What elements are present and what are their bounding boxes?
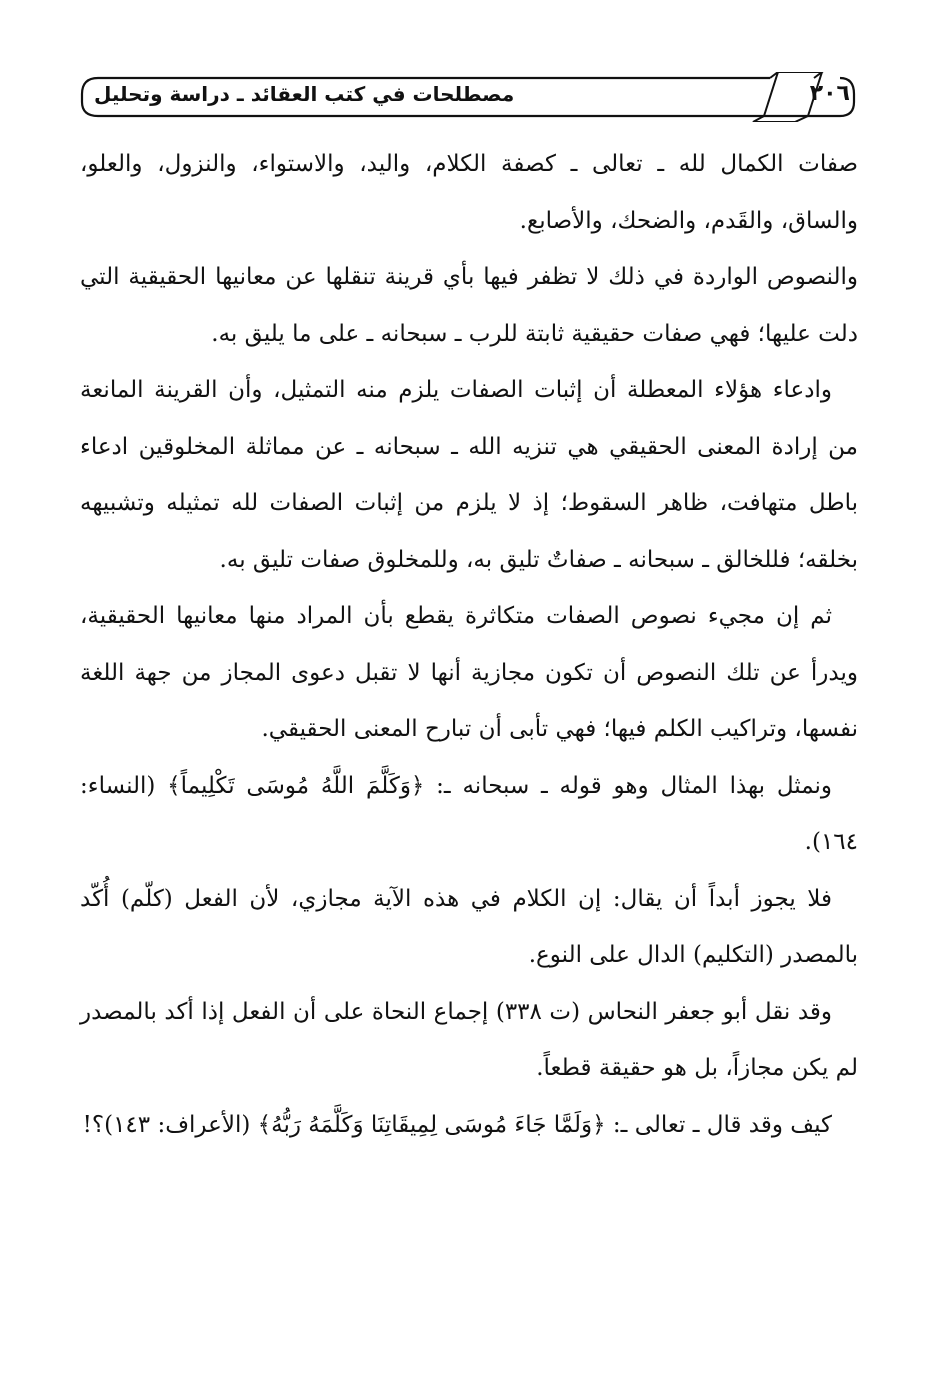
paragraph: ثم إن مجيء نصوص الصفات متكاثرة يقطع بأن المراد منها معانيها الحقيقية، ويدرأ عن تلك النصوص أن تكون مجازية أنها لا تقبل دعوى المجاز من جهة اللغة نفسها، وتراكيب الكلم فيها؛ فهي تأبى أن تبارح المعنى الحقيقي.: [80, 603, 858, 742]
body-text: [80, 136, 858, 1153]
book-title: مصطلحات في كتب العقائد ـ دراسة وتحليل: [94, 82, 515, 106]
paragraph-verse: ونمثل بهذا المثال وهو قوله ـ سبحانه ـ: ﴿وَكَلَّمَ اللَّهُ مُوسَى تَكْلِيماً﴾ (النساء: ١٦٤).: [80, 772, 858, 855]
paragraph: وقد نقل أبو جعفر النحاس (ت ٣٣٨) إجماع النحاة على أن الفعل إذا أكد بالمصدر لم يكن مجازاً، بل هو حقيقة قطعاً.: [80, 998, 858, 1081]
running-header: [78, 72, 860, 122]
paragraph: فلا يجوز أبداً أن يقال: إن الكلام في هذه الآية مجازي، لأن الفعل (كلّم) أُكّد بالمصدر (التكليم) الدال على النوع.: [80, 885, 858, 968]
paragraph-verse: كيف وقد قال ـ تعالى ـ: ﴿وَلَمَّا جَاءَ مُوسَى لِمِيقَاتِنَا وَكَلَّمَهُ رَبُّهُ﴾ (الأعراف: ١٤٣)؟!: [82, 1111, 832, 1138]
page-number: ٢٠٦: [809, 81, 850, 106]
paragraph: والنصوص الواردة في ذلك لا تظفر فيها بأي قرينة تنقلها عن معانيها الحقيقية التي دلت عليها؛ فهي صفات حقيقية ثابتة للرب ـ سبحانه ـ على ما يليق به.: [80, 264, 858, 347]
paragraph: وادعاء هؤلاء المعطلة أن إثبات الصفات يلزم منه التمثيل، وأن القرينة المانعة من إرادة المعنى الحقيقي هي تنزيه الله ـ سبحانه ـ عن مماثلة المخلوقين ادعاء باطل متهافت، ظاهر السقوط؛ إذ لا يلزم من إثبات الصفات لله تمثيله وتشبيهه بخلقه؛ فللخالق ـ سبحانه ـ صفاتٌ تليق به، وللمخلوق صفات تليق به.: [80, 377, 858, 573]
paragraph: صفات الكمال لله ـ تعالى ـ كصفة الكلام، واليد، والاستواء، والنزول، والعلو، والساق، والقَدم، والضحك، والأصابع.: [80, 151, 858, 234]
